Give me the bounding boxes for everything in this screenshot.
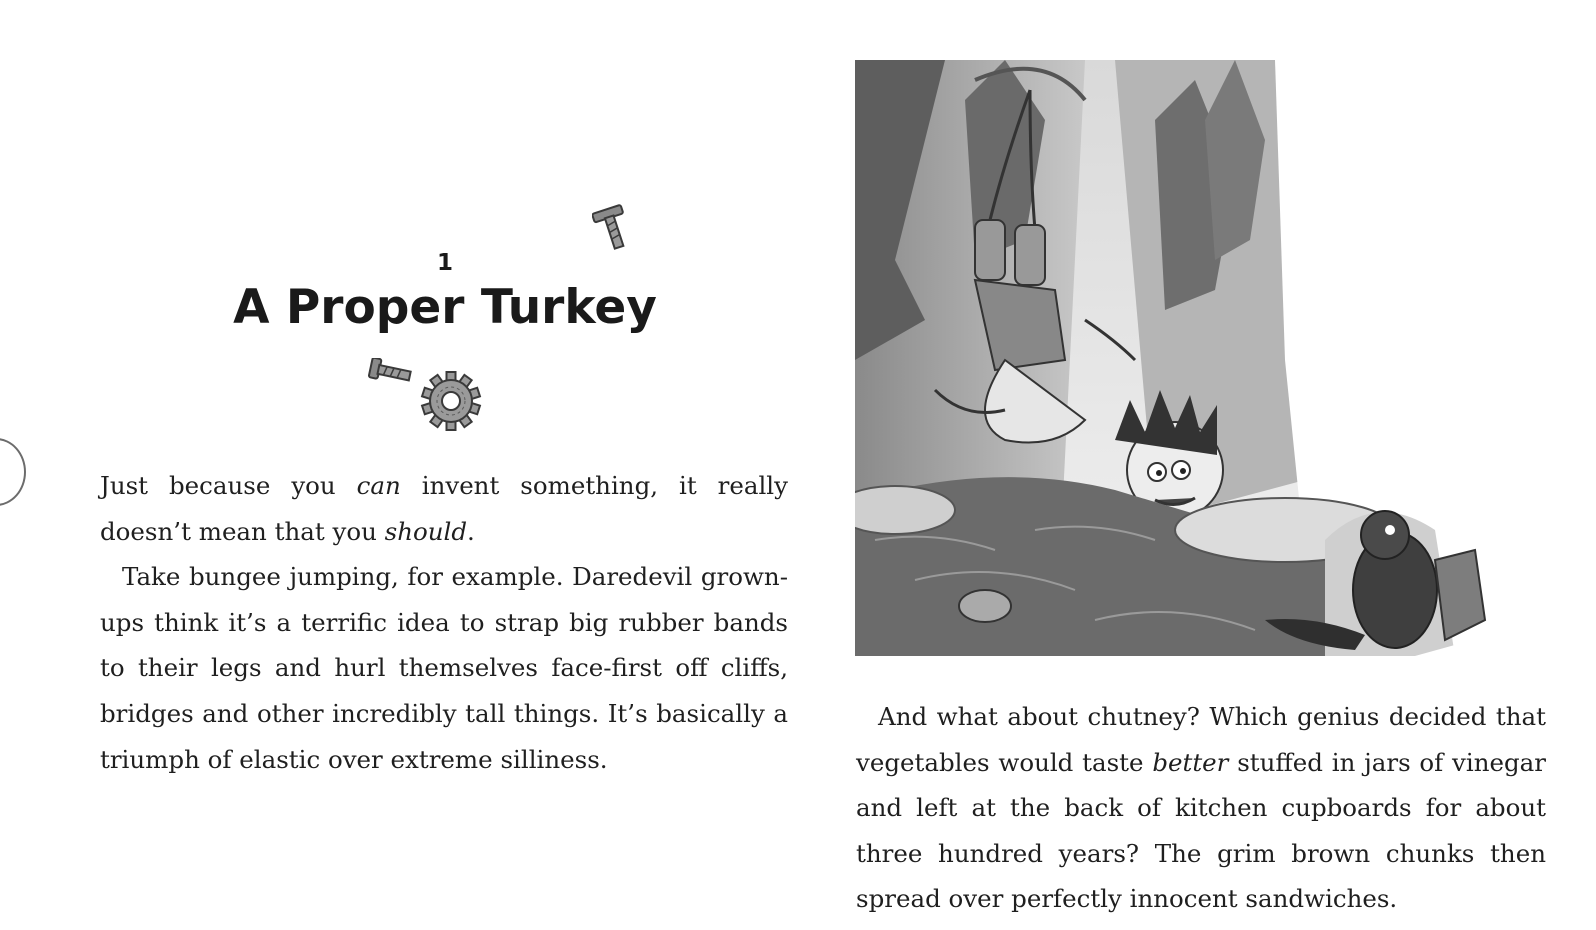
paragraph xyxy=(100,463,788,554)
italic-text: better xyxy=(1152,747,1229,777)
paragraph xyxy=(856,694,1546,922)
text-run: Just because you xyxy=(100,471,357,500)
previous-page-button[interactable] xyxy=(0,438,26,506)
italic-text: should xyxy=(384,516,468,546)
chapter-number: 1 xyxy=(436,250,453,276)
text-run: invent something, it really doesn’t mean that you xyxy=(100,471,788,546)
right-body-text xyxy=(856,694,1546,922)
chapter-title: A Proper Turkey xyxy=(233,280,657,335)
right-page xyxy=(800,0,1596,930)
illustration-drawing xyxy=(855,60,1545,656)
bolt-icon xyxy=(592,204,636,256)
text-run: And what about chutney? Which genius decided that vegetables would taste xyxy=(856,702,1546,777)
paragraph: Take bungee jumping, for example. Daredevil grown-ups think it’s a terrific idea to strap big rubber bands to their legs and hurl themselves face-first off cliffs, bridges and other incredibly tall things. It’s basically a triumph of elastic over extreme silliness. xyxy=(100,562,788,774)
italic-text: can xyxy=(356,471,401,500)
left-body-text xyxy=(100,463,788,782)
gear-icon xyxy=(420,370,482,432)
text-run: . xyxy=(467,516,475,546)
bungee-jump-illustration xyxy=(855,60,1545,656)
text-run: stuffed in jars of vinegar and left at the back of kitchen cupboards for about three hundred years? The grim brown chunks then spread over perfectly innocent sandwiches. xyxy=(856,747,1546,914)
bolt-icon xyxy=(368,358,418,388)
